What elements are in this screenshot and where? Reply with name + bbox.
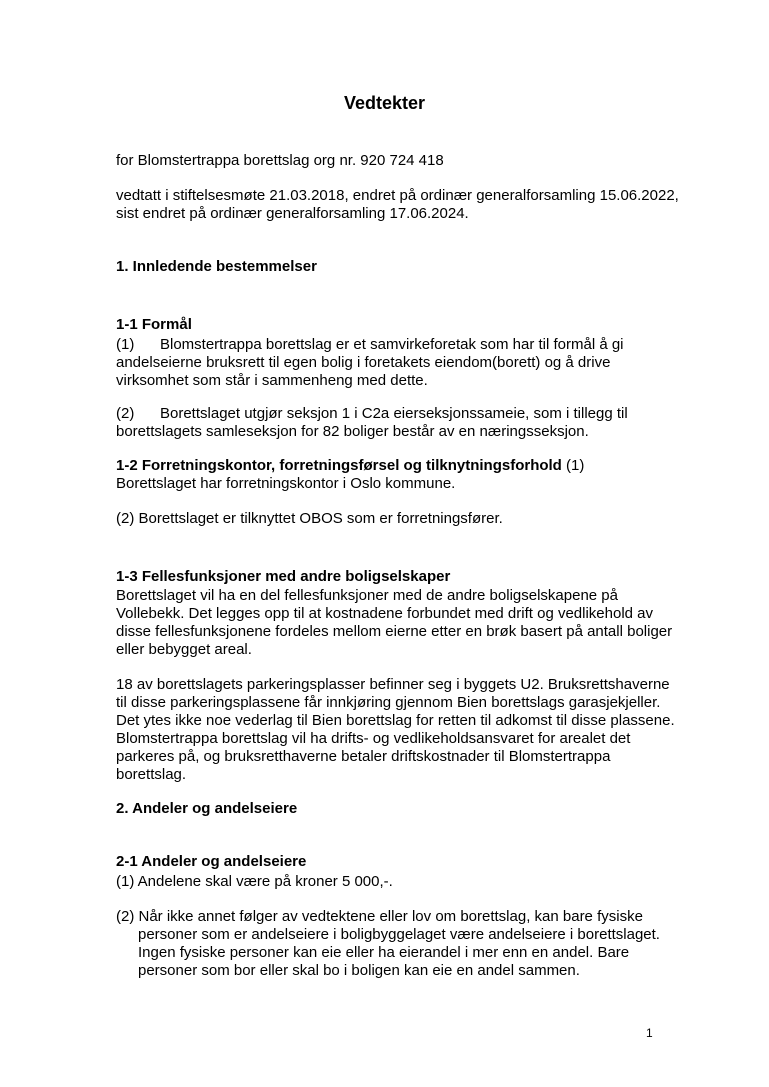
paragraph-line: Borettslaget vil ha en del fellesfunksjoner med de andre boligselskapene på bbox=[116, 587, 618, 604]
paragraph-number: (1) bbox=[561, 457, 585, 474]
paragraph-line: til disse parkeringsplassene får innkjøring gjennom Bien borettslags garasjekjeller. bbox=[116, 694, 661, 711]
paragraph-line: (2) Når ikke annet følger av vedtektene eller lov om borettslag, kan bare fysiske bbox=[116, 908, 643, 925]
paragraph-line: borettslag. bbox=[116, 766, 187, 783]
paragraph-line: Vollebekk. Det legges opp til at kostnadene forbundet med drift og vedlikehold av bbox=[116, 605, 654, 622]
paragraph-line: borettslagets samleseksjon for 82 boliger består av en næringsseksjon. bbox=[116, 423, 589, 440]
subsection-1-1-heading: 1-1 Formål bbox=[116, 316, 192, 333]
paragraph-line: Blomstertrappa borettslag er et samvirkeforetak som har til formål å gi bbox=[160, 336, 624, 353]
subsection-2-1-heading: 2-1 Andeler og andelseiere bbox=[116, 853, 307, 870]
adopted-line-2: sist endret på ordinær generalforsamling 17.06.2024. bbox=[116, 205, 469, 222]
subsection-1-3-heading: 1-3 Fellesfunksjoner med andre boligselskaper bbox=[116, 568, 451, 585]
paragraph-line: Ingen fysiske personer kan eie eller ha eierandel i mer enn en andel. Bare bbox=[138, 944, 630, 961]
paragraph-line: disse fellesfunksjonene fordeles mellom eierne etter en brøk basert på antall boliger bbox=[116, 623, 673, 640]
subsection-1-2-heading-line bbox=[116, 457, 584, 475]
paragraph-line: personer som bor eller skal bo i boligen kan eie en andel sammen. bbox=[138, 962, 580, 979]
paragraph-number: (2) bbox=[116, 405, 135, 422]
paragraph-line: Borettslaget har forretningskontor i Oslo kommune. bbox=[116, 475, 456, 492]
paragraph-line: (1) Andelene skal være på kroner 5 000,-. bbox=[116, 873, 393, 890]
paragraph-line: virksomhet som står i sammenheng med dette. bbox=[116, 372, 428, 389]
adopted-line-1: vedtatt i stiftelsesmøte 21.03.2018, endret på ordinær generalforsamling 15.06.2022, bbox=[116, 187, 679, 204]
document-title: Vedtekter bbox=[343, 93, 426, 113]
paragraph-line: Det ytes ikke noe vederlag til Bien borettslag for retten til adkomst til disse plassene. bbox=[116, 712, 675, 729]
section-1-heading: 1. Innledende bestemmelser bbox=[116, 258, 317, 275]
paragraph-line: parkeres på, og bruksretthaverne betaler driftskostnader til Blomstertrappa bbox=[116, 748, 611, 765]
paragraph-line: Borettslaget utgjør seksjon 1 i C2a eierseksjonssameie, som i tillegg til bbox=[160, 405, 628, 422]
paragraph-line: 18 av borettslagets parkeringsplasser befinner seg i byggets U2. Bruksrettshaverne bbox=[116, 676, 670, 693]
paragraph-line: eller bebygget areal. bbox=[116, 641, 252, 658]
paragraph-line: (2) Borettslaget er tilknyttet OBOS som er forretningsfører. bbox=[116, 510, 503, 527]
subsection-1-2-heading: 1-2 Forretningskontor, forretningsførsel og tilknytningsforhold bbox=[116, 457, 562, 474]
paragraph-line: Blomstertrappa borettslag vil ha drifts- og vedlikeholdsansvaret for arealet det bbox=[116, 730, 631, 747]
page-number: 1 bbox=[646, 1026, 653, 1040]
paragraph-number: (1) bbox=[116, 336, 135, 353]
paragraph-line: personer som er andelseiere i boligbyggelaget være andelseiere i borettslaget. bbox=[138, 926, 660, 943]
paragraph-line: andelseierne bruksrett til egen bolig i foretakets eiendom(borett) og å drive bbox=[116, 354, 611, 371]
section-2-heading: 2. Andeler og andelseiere bbox=[116, 800, 298, 817]
intro-text: for Blomstertrappa borettslag org nr. 920 724 418 bbox=[116, 152, 444, 169]
